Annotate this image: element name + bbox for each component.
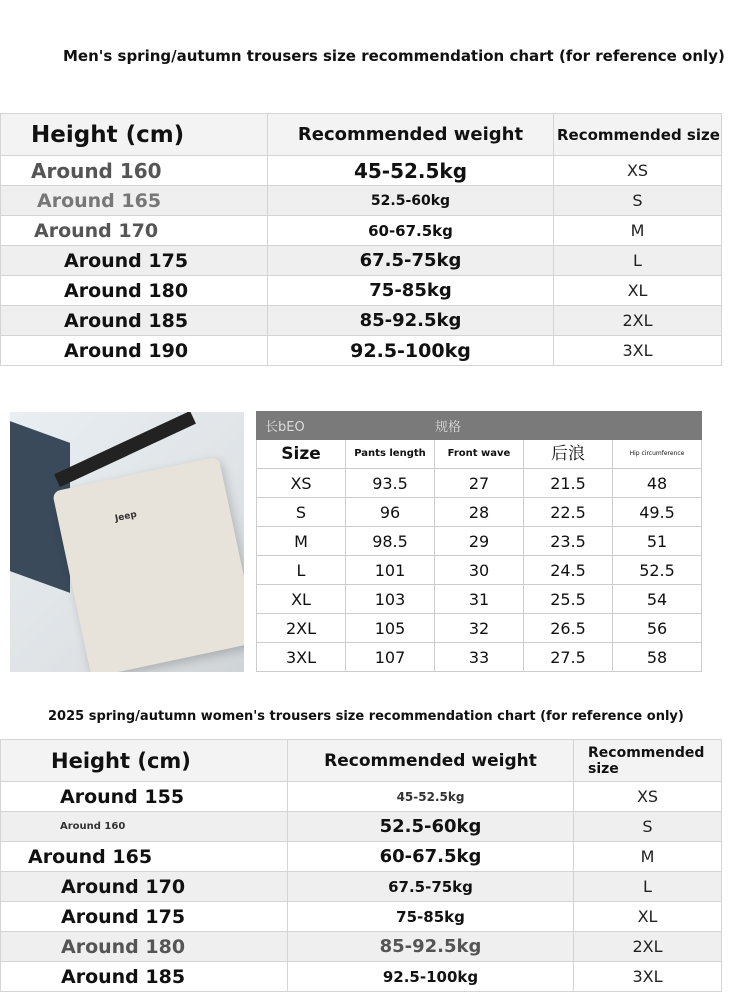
height-cell: Around 155 bbox=[1, 782, 288, 812]
measurement-cell: 21.5 bbox=[524, 469, 613, 498]
weight-cell: 60-67.5kg bbox=[288, 842, 574, 872]
height-cell: Around 170 bbox=[1, 872, 288, 902]
header-hip: Hip circumference bbox=[613, 440, 702, 469]
weight-cell: 67.5-75kg bbox=[268, 246, 554, 276]
measurement-cell: 101 bbox=[346, 556, 435, 585]
table-row bbox=[257, 556, 702, 585]
header-size: Recommended size bbox=[554, 114, 722, 156]
banner-text: 规格 bbox=[435, 412, 702, 440]
height-cell: Around 185 bbox=[1, 306, 268, 336]
weight-cell: 92.5-100kg bbox=[288, 962, 574, 992]
weight-cell: 45-52.5kg bbox=[288, 782, 574, 812]
measurement-cell: 26.5 bbox=[524, 614, 613, 643]
measurement-cell: 49.5 bbox=[613, 498, 702, 527]
height-cell: Around 180 bbox=[1, 276, 268, 306]
table-header-row bbox=[1, 114, 722, 156]
weight-cell: 75-85kg bbox=[268, 276, 554, 306]
weight-cell: 52.5-60kg bbox=[268, 186, 554, 216]
height-cell: Around 160 bbox=[1, 812, 288, 842]
table-row bbox=[1, 962, 722, 992]
measurement-cell: 58 bbox=[613, 643, 702, 672]
measurement-cell: 93.5 bbox=[346, 469, 435, 498]
table-row bbox=[1, 246, 722, 276]
measurement-cell: 22.5 bbox=[524, 498, 613, 527]
size-cell: M bbox=[574, 842, 722, 872]
measurement-cell: 25.5 bbox=[524, 585, 613, 614]
measurement-cell: M bbox=[257, 527, 346, 556]
measurement-cell: 27.5 bbox=[524, 643, 613, 672]
banner-text: 长bEO bbox=[257, 412, 435, 440]
height-cell: Around 190 bbox=[1, 336, 268, 366]
men-size-table bbox=[0, 113, 722, 366]
measurement-cell: 103 bbox=[346, 585, 435, 614]
size-cell: XL bbox=[574, 902, 722, 932]
weight-cell: 45-52.5kg bbox=[268, 156, 554, 186]
table-header-row bbox=[1, 740, 722, 782]
table-row bbox=[1, 872, 722, 902]
measurement-cell: 2XL bbox=[257, 614, 346, 643]
measurement-cell: 51 bbox=[613, 527, 702, 556]
men-chart-title: Men's spring/autumn trousers size recommendation chart (for reference only) bbox=[63, 47, 725, 65]
measurement-cell: 3XL bbox=[257, 643, 346, 672]
measurement-cell: L bbox=[257, 556, 346, 585]
size-cell: 2XL bbox=[554, 306, 722, 336]
measurement-cell: 48 bbox=[613, 469, 702, 498]
women-size-table bbox=[0, 739, 722, 992]
header-size: Recommended size bbox=[574, 740, 722, 782]
measurement-cell: 52.5 bbox=[613, 556, 702, 585]
weight-cell: 92.5-100kg bbox=[268, 336, 554, 366]
table-header-row bbox=[257, 440, 702, 469]
table-row bbox=[1, 336, 722, 366]
measurement-cell: 24.5 bbox=[524, 556, 613, 585]
height-cell: Around 165 bbox=[1, 186, 268, 216]
table-row bbox=[1, 306, 722, 336]
table-row bbox=[257, 643, 702, 672]
measurement-cell: 30 bbox=[435, 556, 524, 585]
size-cell: L bbox=[574, 872, 722, 902]
table-row bbox=[257, 469, 702, 498]
header-height: Height (cm) bbox=[1, 740, 288, 782]
table-row bbox=[1, 782, 722, 812]
table-row bbox=[1, 902, 722, 932]
women-chart-title: 2025 spring/autumn women's trousers size recommendation chart (for reference only) bbox=[48, 709, 684, 724]
measurement-cell: XL bbox=[257, 585, 346, 614]
size-cell: L bbox=[554, 246, 722, 276]
size-cell: XS bbox=[574, 782, 722, 812]
measurement-cell: 56 bbox=[613, 614, 702, 643]
table-row bbox=[1, 932, 722, 962]
size-cell: S bbox=[574, 812, 722, 842]
size-cell: 2XL bbox=[574, 932, 722, 962]
table-row bbox=[257, 498, 702, 527]
table-row bbox=[257, 614, 702, 643]
height-cell: Around 175 bbox=[1, 902, 288, 932]
height-cell: Around 165 bbox=[1, 842, 288, 872]
header-weight: Recommended weight bbox=[288, 740, 574, 782]
height-cell: Around 175 bbox=[1, 246, 268, 276]
header-size: Size bbox=[257, 440, 346, 469]
table-row bbox=[1, 216, 722, 246]
size-cell: 3XL bbox=[574, 962, 722, 992]
header-front-wave: Front wave bbox=[435, 440, 524, 469]
measurement-cell: 96 bbox=[346, 498, 435, 527]
measurement-cell: 29 bbox=[435, 527, 524, 556]
size-cell: 3XL bbox=[554, 336, 722, 366]
header-back-rise: 后浪 bbox=[524, 440, 613, 469]
table-row bbox=[1, 186, 722, 216]
measurement-cell: 27 bbox=[435, 469, 524, 498]
weight-cell: 52.5-60kg bbox=[288, 812, 574, 842]
measurement-table bbox=[256, 411, 702, 672]
height-cell: Around 185 bbox=[1, 962, 288, 992]
banner-row bbox=[257, 412, 702, 440]
header-pants-length: Pants length bbox=[346, 440, 435, 469]
weight-cell: 85-92.5kg bbox=[268, 306, 554, 336]
header-weight: Recommended weight bbox=[268, 114, 554, 156]
weight-cell: 75-85kg bbox=[288, 902, 574, 932]
weight-cell: 85-92.5kg bbox=[288, 932, 574, 962]
size-cell: XL bbox=[554, 276, 722, 306]
height-cell: Around 170 bbox=[1, 216, 268, 246]
header-height: Height (cm) bbox=[1, 114, 268, 156]
table-row bbox=[1, 842, 722, 872]
table-row bbox=[1, 812, 722, 842]
measurement-cell: S bbox=[257, 498, 346, 527]
measurement-cell: 31 bbox=[435, 585, 524, 614]
size-cell: XS bbox=[554, 156, 722, 186]
product-photo bbox=[10, 412, 244, 672]
measurement-cell: 32 bbox=[435, 614, 524, 643]
measurement-cell: 98.5 bbox=[346, 527, 435, 556]
measurement-cell: 33 bbox=[435, 643, 524, 672]
table-row bbox=[1, 156, 722, 186]
measurement-cell: 28 bbox=[435, 498, 524, 527]
measurement-cell: XS bbox=[257, 469, 346, 498]
height-cell: Around 160 bbox=[1, 156, 268, 186]
size-cell: S bbox=[554, 186, 722, 216]
jeep-logo: Jeep bbox=[114, 509, 138, 525]
measurement-cell: 105 bbox=[346, 614, 435, 643]
table-row bbox=[257, 585, 702, 614]
measurement-cell: 107 bbox=[346, 643, 435, 672]
size-cell: M bbox=[554, 216, 722, 246]
height-cell: Around 180 bbox=[1, 932, 288, 962]
measurement-cell: 23.5 bbox=[524, 527, 613, 556]
measurement-cell: 54 bbox=[613, 585, 702, 614]
weight-cell: 67.5-75kg bbox=[288, 872, 574, 902]
table-row bbox=[1, 276, 722, 306]
table-row bbox=[257, 527, 702, 556]
weight-cell: 60-67.5kg bbox=[268, 216, 554, 246]
